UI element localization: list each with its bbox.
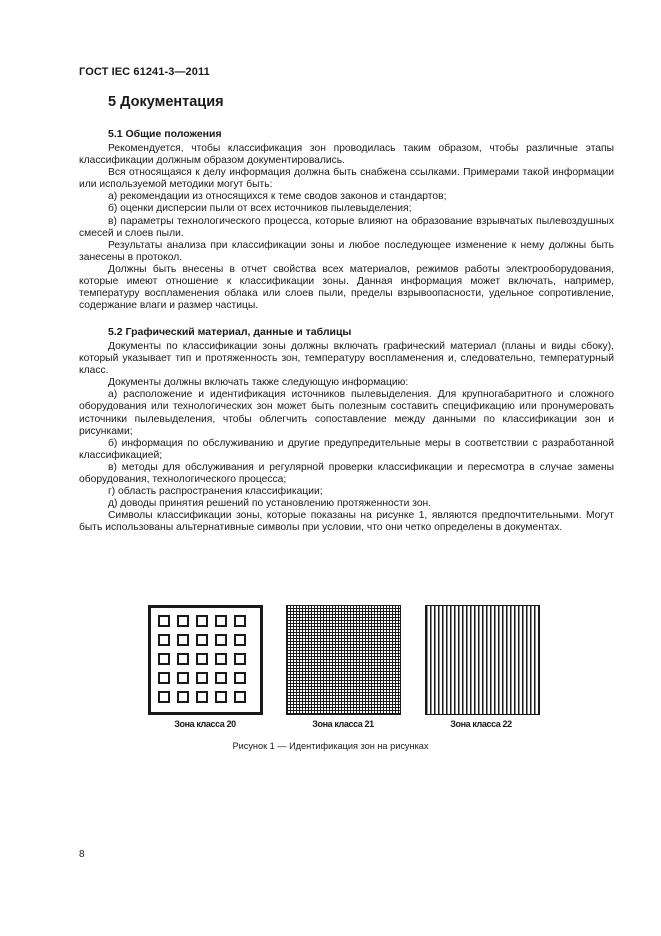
zone-20-square xyxy=(234,653,246,665)
paragraph: Должны быть внесены в отчет свойства всех материалов, режимов работы электрооборудования, которые имеют отношение к классификации зоны. Данная информация может включать, например, температуру воспламенения облака или слоев пыли, пределы взрывоопасности, удельное сопротивление, содержание влаги и размер частицы. xyxy=(79,263,614,312)
zone-20-square xyxy=(177,691,189,703)
list-item: в) методы для обслуживания и регулярной проверки классификации и пересмотра в случае замены оборудования, технологического процесса; xyxy=(79,461,614,486)
zone-20-symbol xyxy=(148,605,263,715)
zone-20-square xyxy=(196,691,208,703)
section-title: 5 Документация xyxy=(108,94,224,110)
zone-22-symbol xyxy=(425,605,540,715)
zone-20-square xyxy=(177,653,189,665)
zone-20-square xyxy=(234,691,246,703)
zone-20-square xyxy=(196,615,208,627)
zone-20-square xyxy=(215,672,227,684)
zone-21-label: Зона класса 21 xyxy=(312,719,374,729)
zone-20-square xyxy=(215,653,227,665)
figure-caption: Рисунок 1 — Идентификация зон на рисунках xyxy=(232,741,429,751)
zone-20-square xyxy=(215,615,227,627)
zone-20-square xyxy=(177,634,189,646)
zone-20-label: Зона класса 20 xyxy=(174,719,236,729)
subsection-title-5-2: 5.2 Графический материал, данные и таблицы xyxy=(108,326,352,338)
list-item: б) информация по обслуживанию и другие предупредительные меры в соответствии с разработанной классификацией; xyxy=(79,437,614,461)
zone-20-square xyxy=(158,653,170,665)
zone-20-square xyxy=(234,634,246,646)
zone-20-square xyxy=(196,653,208,665)
zone-20-square xyxy=(196,672,208,684)
subsection-title-5-1: 5.1 Общие положения xyxy=(108,128,222,140)
paragraph: Вся относящаяся к делу информация должна быть снабжена ссылками. Примерами такой информации или используемой методики могут быть: xyxy=(79,167,614,191)
zone-20-square xyxy=(158,634,170,646)
list-item: б) оценки дисперсии пыли от всех источников пылевыделения; xyxy=(108,203,412,215)
paragraph: Символы классификации зоны, которые показаны на рисунке 1, являются предпочтительными. Могут быть использованы альтернативные символы при условии, что они четко определены в документах. xyxy=(79,510,614,534)
zone-20-square xyxy=(215,691,227,703)
subsection-5-2-body xyxy=(79,341,614,535)
zone-20-square xyxy=(234,615,246,627)
zone-22-label: Зона класса 22 xyxy=(450,719,512,729)
zone-20-square xyxy=(158,691,170,703)
zone-20-square xyxy=(158,615,170,627)
subsection-5-1-body xyxy=(79,143,614,312)
paragraph: Результаты анализа при классификации зоны и любое последующее изменение к нему должны быть занесены в протокол. xyxy=(79,239,614,263)
list-item: а) расположение и идентификация источников пылевыделения. Для крупногабаритного и сложного оборудования или технологических зон может быть полезным составить спецификацию или пронумеровать источники пылевыделения, чтобы облегчить сопоставление между данными по классификации зон и рисунками; xyxy=(79,389,614,437)
page-number: 8 xyxy=(79,849,85,860)
zone-20-square xyxy=(177,672,189,684)
list-item: г) область распространения классификации; xyxy=(108,486,323,498)
zone-20-square xyxy=(177,615,189,627)
list-item: д) доводы принятия решений по установлению протяженности зон. xyxy=(108,498,432,510)
zone-20-square xyxy=(215,634,227,646)
paragraph: Документы должны включать также следующую информацию: xyxy=(108,377,409,389)
zone-21-symbol xyxy=(286,605,401,715)
list-item: в) параметры технологического процесса, которые влияют на образование взрывчатых пылевоздушных смесей и слоев пыли. xyxy=(79,215,614,239)
paragraph: Документы по классификации зоны должны включать графический материал (планы и виды сбоку), который указывает тип и протяженность зон, температуру воспламенения и, следовательно, температурный класс. xyxy=(79,341,614,377)
document-header: ГОСТ IEC 61241-3—2011 xyxy=(79,66,210,78)
zone-20-square xyxy=(196,634,208,646)
paragraph: Рекомендуется, чтобы классификация зон проводилась таким образом, чтобы различные этапы классификации должным образом документировались. xyxy=(79,143,614,167)
zone-20-square xyxy=(234,672,246,684)
list-item: а) рекомендации из относящихся к теме сводов законов и стандартов; xyxy=(108,191,447,203)
zone-20-square xyxy=(158,672,170,684)
